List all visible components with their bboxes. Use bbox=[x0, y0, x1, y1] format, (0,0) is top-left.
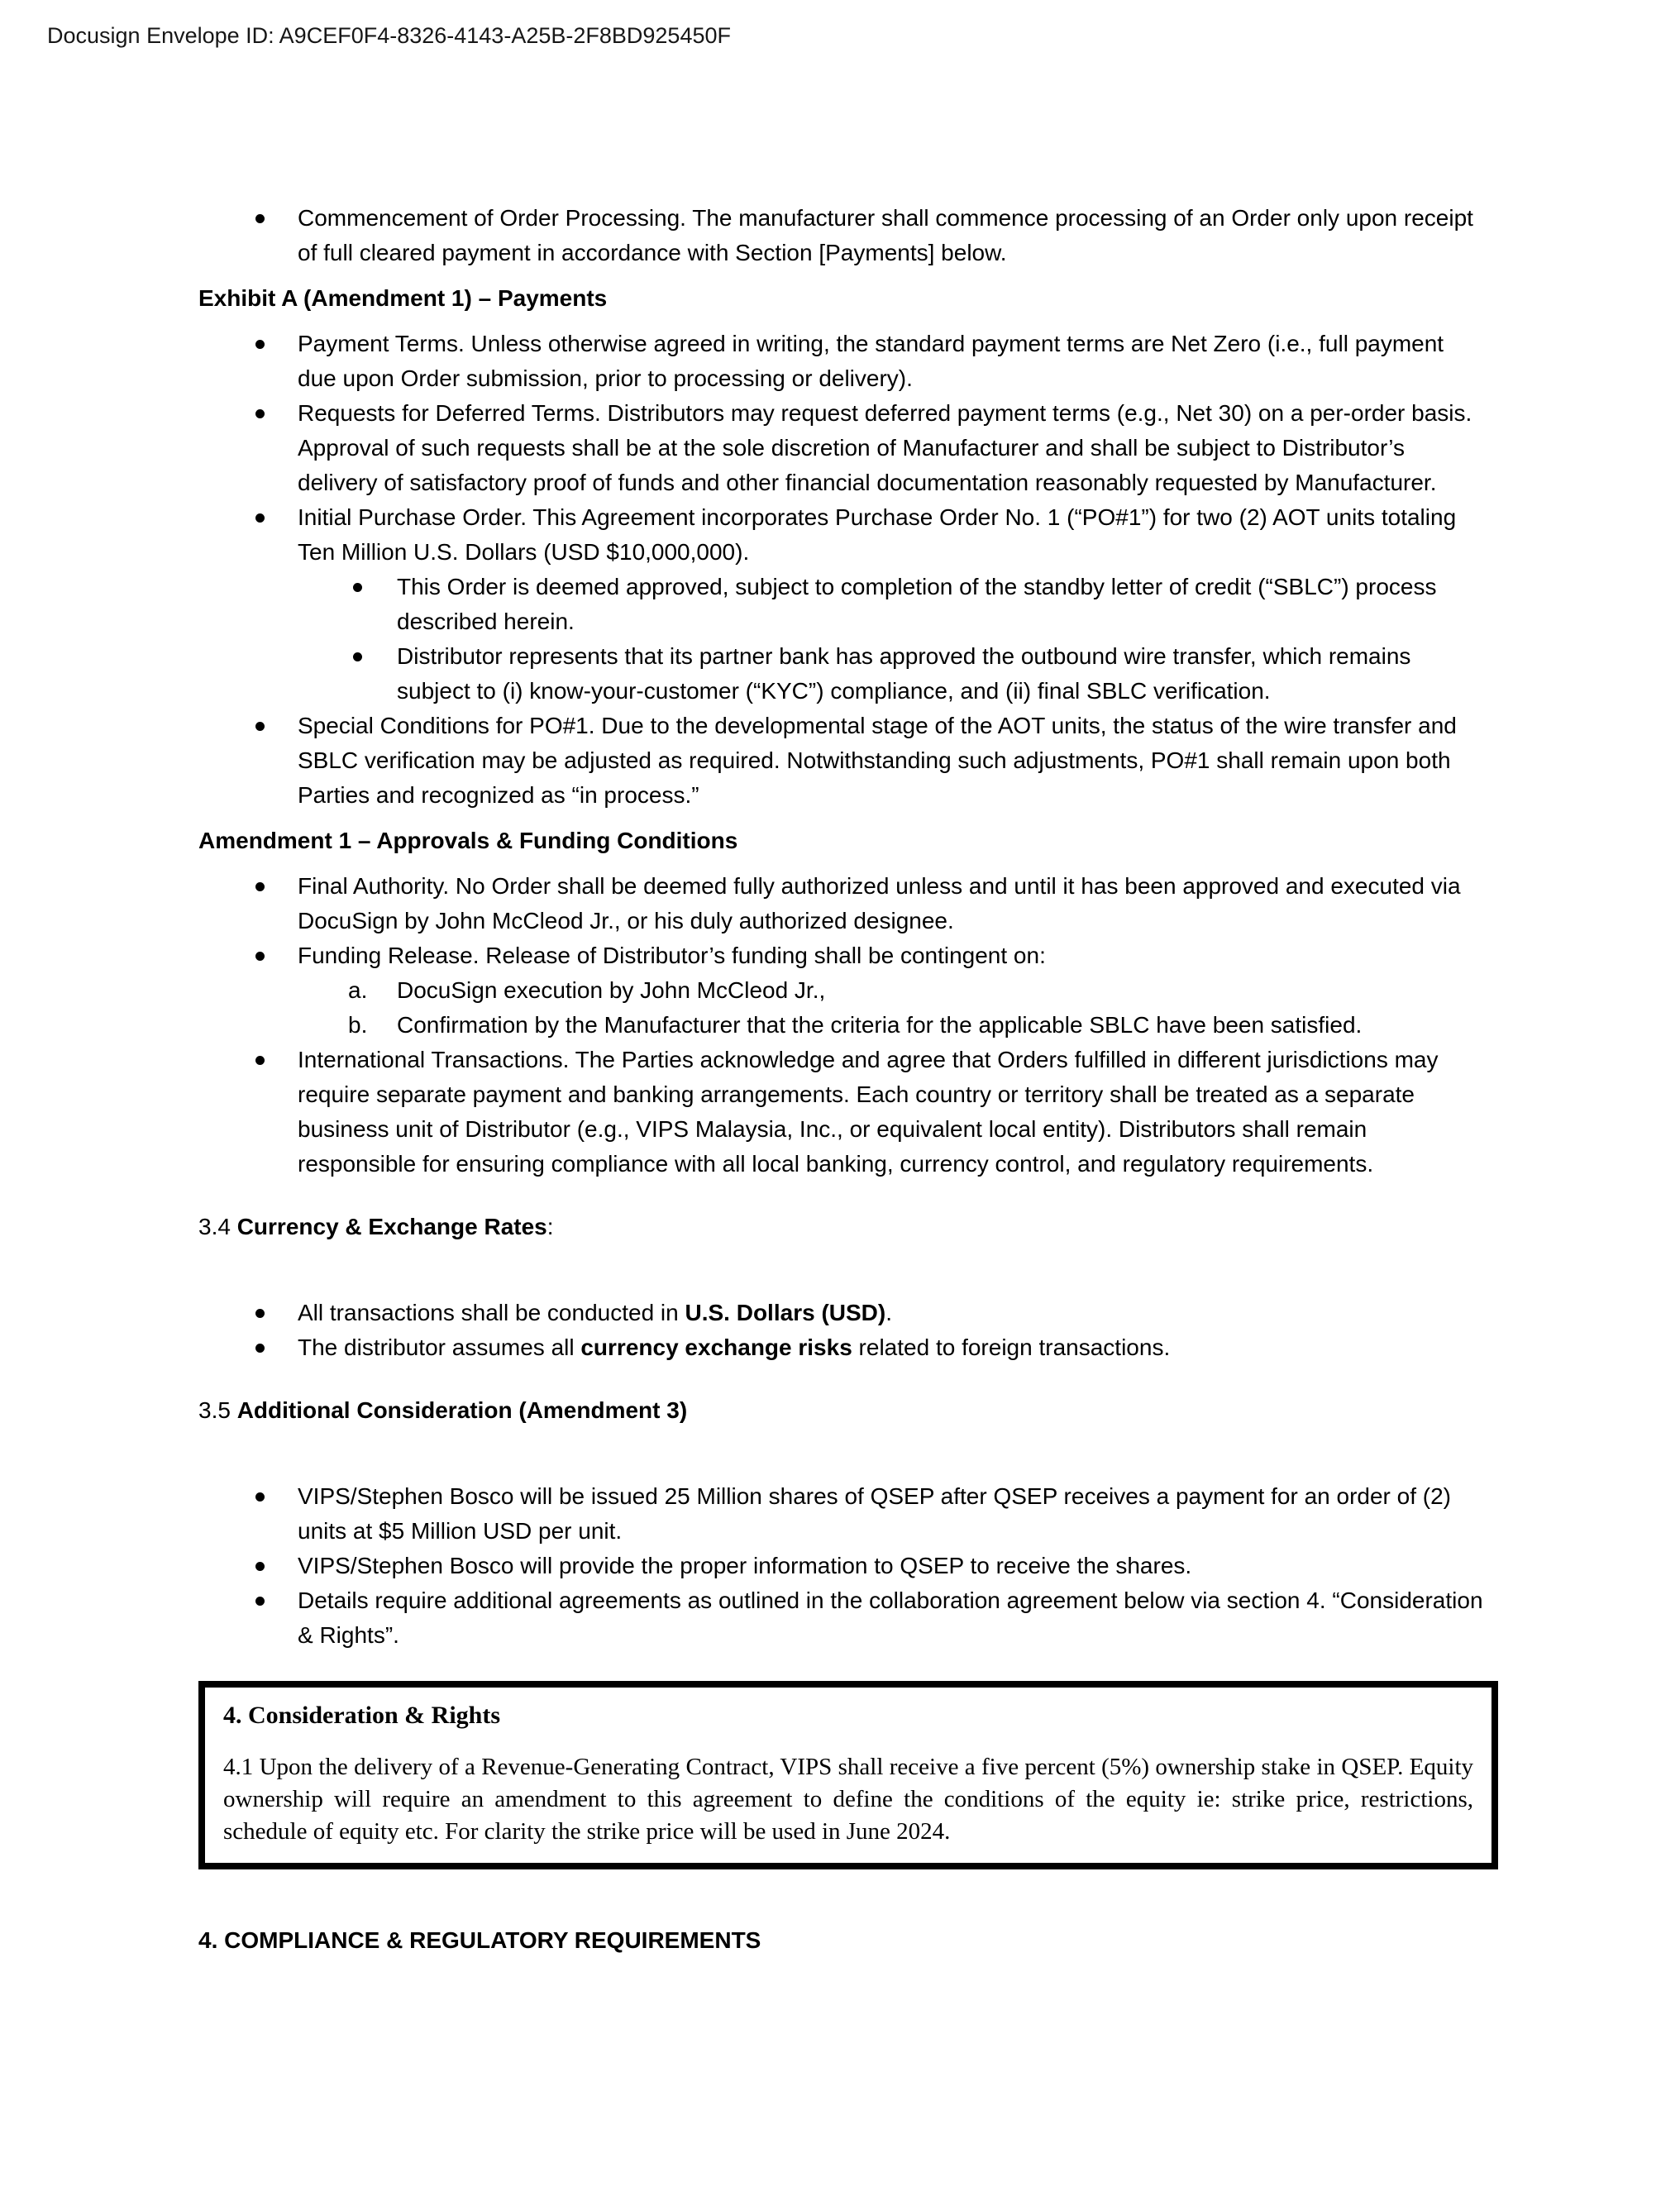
text-run: U.S. Dollars (USD) bbox=[685, 1300, 886, 1325]
text-run: currency exchange risks bbox=[580, 1334, 852, 1360]
text-run: Requests for Deferred Terms. Distributors may request deferred payment terms (e.g., Net 30) on a per-order basis. Approval of such requests shall be at the sole discretion of Manufacturer and shall be subject to Distributor’s delivery of satisfactory proof of funds and other financial documentation reasonably requested by Manufacturer. bbox=[298, 400, 1472, 495]
text-run: Payment Terms. Unless otherwise agreed in writing, the standard payment terms are Net Zero (i.e., full payment due upon Order submission, prior to processing or delivery). bbox=[298, 331, 1444, 391]
sub-bullet-item bbox=[198, 639, 1485, 709]
bullet-icon bbox=[255, 214, 265, 223]
bullet-icon bbox=[255, 340, 265, 349]
bullet-item bbox=[198, 869, 1485, 938]
sub-bullet-item bbox=[198, 570, 1485, 639]
box-paragraph: 4.1 Upon the delivery of a Revenue-Generating Contract, VIPS shall receive a five percent (5%) ownership stake in QSEP. Equity ownership will require an amendment to this agreement to define the conditions of the equity ie: strike price, restrictions, schedule of equity etc. For clarity the strike price will be used in June 2024. bbox=[223, 1754, 1473, 1845]
bullet-icon bbox=[255, 409, 265, 418]
text-run: VIPS/Stephen Bosco will provide the proper information to QSEP to receive the shares. bbox=[298, 1553, 1192, 1578]
box-title: 4. Consideration & Rights bbox=[223, 1702, 501, 1729]
text-run: Final Authority. No Order shall be deemed fully authorized unless and until it has been approved and executed via DocuSign by John McCleod Jr., or his duly authorized designee. bbox=[298, 873, 1461, 933]
text-run: VIPS/Stephen Bosco will be issued 25 Million shares of QSEP after QSEP receives a payment for an order of (2) units at $5 Million USD per unit. bbox=[298, 1483, 1451, 1544]
text-run: related to foreign transactions. bbox=[852, 1334, 1171, 1360]
text-run: Funding Release. Release of Distributor’s funding shall be contingent on: bbox=[298, 943, 1046, 968]
bullet-icon bbox=[255, 952, 265, 961]
bullet-icon bbox=[255, 1344, 265, 1353]
bullet-icon bbox=[255, 1309, 265, 1318]
section-heading bbox=[198, 281, 1485, 316]
bullet-item bbox=[198, 1330, 1485, 1365]
text-run: Commencement of Order Processing. The manufacturer shall commence processing of an Order only upon receipt of full cleared payment in accordance with Section [Payments] below. bbox=[298, 205, 1473, 265]
alpha-list-item bbox=[198, 1008, 1485, 1043]
text-run: Initial Purchase Order. This Agreement incorporates Purchase Order No. 1 (“PO#1”) for two (2) AOT units totaling Ten Million U.S. Dollars (USD $10,000,000). bbox=[298, 504, 1457, 565]
bullet-item bbox=[198, 500, 1485, 570]
text-run: Distributor represents that its partner bank has approved the outbound wire transfer, which remains subject to (i) know-your-customer (“KYC”) compliance, and (ii) final SBLC verification. bbox=[397, 643, 1411, 704]
bullet-item bbox=[198, 1479, 1485, 1549]
docusign-envelope-id: Docusign Envelope ID: A9CEF0F4-8326-4143-A25B-2F8BD925450F bbox=[47, 23, 731, 48]
alpha-list-item bbox=[198, 973, 1485, 1008]
text-run: DocuSign execution by John McCleod Jr., bbox=[397, 977, 826, 1003]
bullet-item bbox=[198, 201, 1485, 270]
bullet-item bbox=[198, 327, 1485, 396]
bullet-icon bbox=[255, 1562, 265, 1571]
text-run: Special Conditions for PO#1. Due to the developmental stage of the AOT units, the status of the wire transfer and SBLC verification may be adjusted as required. Notwithstanding such adjustments, PO#1 shall remain upon both Parties and recognized as “in process.” bbox=[298, 713, 1457, 808]
text-run: Additional Consideration (Amendment 3) bbox=[236, 1397, 688, 1423]
text-run: Details require additional agreements as outlined in the collaboration agreement below via section 4. “Consideration & Rights”. bbox=[298, 1587, 1483, 1648]
text-run: 4. COMPLIANCE & REGULATORY REQUIREMENTS bbox=[198, 1927, 761, 1953]
text-run: . bbox=[885, 1300, 892, 1325]
bullet-item bbox=[198, 1549, 1485, 1583]
bullet-icon bbox=[255, 1492, 265, 1502]
bullet-icon bbox=[255, 722, 265, 731]
bullet-item bbox=[198, 938, 1485, 973]
text-run: : bbox=[546, 1214, 554, 1239]
numbered-section-heading bbox=[198, 1393, 1485, 1428]
text-run: Exhibit A (Amendment 1) – Payments bbox=[198, 285, 608, 311]
text-run: International Transactions. The Parties acknowledge and agree that Orders fulfilled in different jurisdictions may require separate payment and banking arrangements. Each country or territory shall be treated as a separate business unit of Distributor (e.g., VIPS Malaysia, Inc., or equivalent local entity). Distributors shall remain responsible for ensuring compliance with all local banking, currency control, and regulatory requirements. bbox=[298, 1047, 1439, 1177]
text-run: All transactions shall be conducted in bbox=[298, 1300, 685, 1325]
bullet-icon bbox=[353, 652, 362, 661]
bullet-icon bbox=[255, 882, 265, 891]
document-body bbox=[198, 201, 1485, 1958]
text-run: Confirmation by the Manufacturer that the criteria for the applicable SBLC have been satisfied. bbox=[397, 1012, 1363, 1038]
consideration-rights-box bbox=[198, 1681, 1498, 1869]
bullet-item bbox=[198, 396, 1485, 500]
caps-section-heading bbox=[198, 1923, 1485, 1958]
alpha-list-label: a. bbox=[348, 977, 368, 1003]
bullet-icon bbox=[255, 1056, 265, 1065]
section-heading bbox=[198, 824, 1485, 858]
bullet-icon bbox=[255, 513, 265, 523]
bullet-item bbox=[198, 1583, 1485, 1653]
text-run: Amendment 1 – Approvals & Funding Conditions bbox=[198, 828, 738, 853]
bullet-item bbox=[198, 1043, 1485, 1182]
bullet-item bbox=[198, 1296, 1485, 1330]
bullet-icon bbox=[353, 583, 362, 592]
numbered-section-heading bbox=[198, 1210, 1485, 1244]
text-run: 3.4 bbox=[198, 1214, 237, 1239]
text-run: This Order is deemed approved, subject to completion of the standby letter of credit (“SBLC”) process described herein. bbox=[397, 574, 1437, 634]
bullet-icon bbox=[255, 1597, 265, 1606]
text-run: Currency & Exchange Rates bbox=[236, 1214, 547, 1239]
text-run: 3.5 bbox=[198, 1397, 237, 1423]
bullet-item bbox=[198, 709, 1485, 813]
text-run: The distributor assumes all bbox=[298, 1334, 581, 1360]
alpha-list-label: b. bbox=[348, 1012, 368, 1038]
